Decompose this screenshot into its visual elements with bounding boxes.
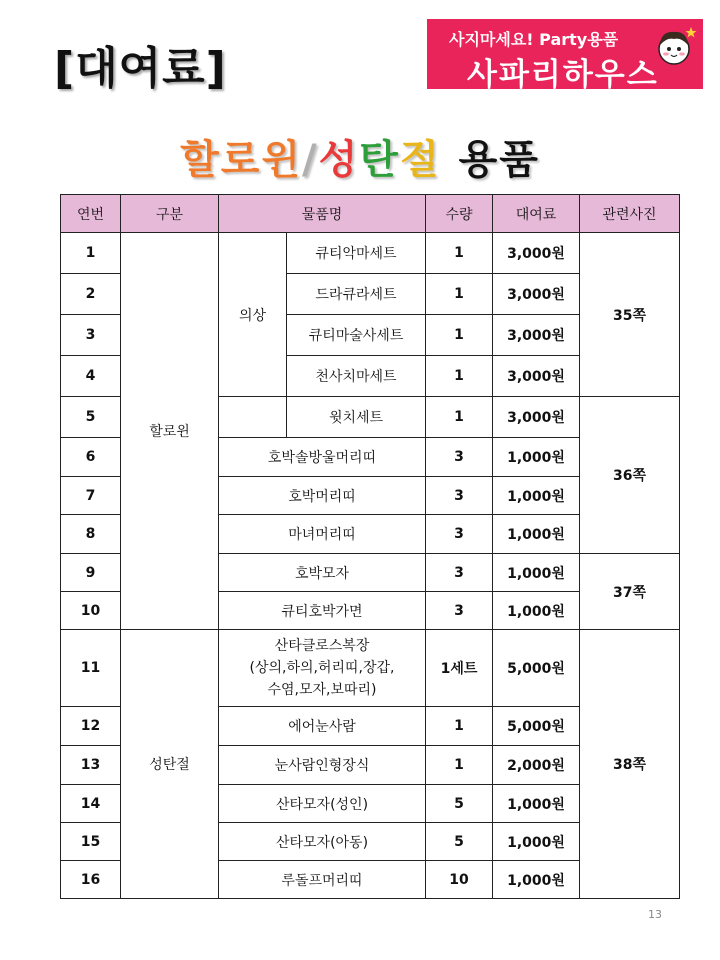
item-name: 윗치세트 [287,397,426,438]
item-fee: 5,000원 [493,630,580,707]
title-halloween: 할로윈 [180,137,303,183]
item-qty: 3 [426,515,493,554]
item-name: 큐티마술사세트 [287,315,426,356]
header-photo: 관련사진 [580,195,680,233]
row-number: 11 [61,630,121,707]
page-title: [대여료] [54,43,227,94]
item-name: 마녀머리띠 [219,515,426,554]
item-fee: 3,000원 [493,315,580,356]
item-fee: 1,000원 [493,477,580,515]
photo-ref: 35쪽 [580,233,680,397]
item-qty: 3 [426,477,493,515]
item-name-empty [219,397,287,438]
item-name: 큐티호박가면 [219,592,426,630]
subcategory-costume: 의상 [219,233,287,397]
title-christmas-1: 성 [318,137,360,183]
item-name-line: (상의,하의,허리띠,장갑, [249,660,395,676]
row-number: 4 [61,356,121,397]
row-number: 7 [61,477,121,515]
item-name: 에어눈사람 [219,707,426,746]
item-name: 천사치마세트 [287,356,426,397]
photo-ref: 37쪽 [580,554,680,630]
photo-ref: 38쪽 [580,630,680,899]
item-fee: 3,000원 [493,233,580,274]
row-number: 5 [61,397,121,438]
item-qty: 1 [426,315,493,356]
item-fee: 1,000원 [493,785,580,823]
item-qty: 1 [426,233,493,274]
item-name: 산타모자(성인) [219,785,426,823]
header-category: 구분 [121,195,219,233]
item-qty: 3 [426,438,493,477]
item-fee: 5,000원 [493,707,580,746]
row-number: 13 [61,746,121,785]
item-qty: 1 [426,397,493,438]
item-name: 눈사람인형장식 [219,746,426,785]
item-name: 호박머리띠 [219,477,426,515]
item-qty: 1 [426,746,493,785]
page-number: 13 [648,908,662,921]
item-qty: 5 [426,823,493,861]
title-slash: / [302,137,319,183]
item-fee: 1,000원 [493,438,580,477]
item-name: 큐티악마세트 [287,233,426,274]
row-number: 1 [61,233,121,274]
event-title [0,128,720,185]
row-number: 12 [61,707,121,746]
row-number: 15 [61,823,121,861]
category-christmas: 성탄절 [121,630,219,899]
table-row [61,630,680,707]
item-fee: 1,000원 [493,861,580,899]
item-qty: 1 [426,274,493,315]
item-fee: 2,000원 [493,746,580,785]
row-number: 3 [61,315,121,356]
row-number: 10 [61,592,121,630]
title-supplies: 용품 [458,137,540,183]
item-name: 호박솔방울머리띠 [219,438,426,477]
item-qty: 1세트 [426,630,493,707]
title-christmas-2: 탄 [359,137,400,183]
mascot-icon [651,23,697,69]
header-no: 연번 [61,195,121,233]
row-number: 14 [61,785,121,823]
item-qty: 5 [426,785,493,823]
item-fee: 1,000원 [493,592,580,630]
item-qty: 1 [426,356,493,397]
table-row [61,233,680,274]
category-halloween: 할로윈 [121,233,219,630]
row-number: 16 [61,861,121,899]
item-qty: 1 [426,707,493,746]
photo-ref: 36쪽 [580,397,680,554]
item-fee: 3,000원 [493,356,580,397]
brand-tagline: 사지마세요! Party용품 [449,30,619,49]
item-name: 호박모자 [219,554,426,592]
brand-name: 사파리하우스 [467,57,659,93]
item-name-line: 산타클로스복장 [274,638,370,654]
row-number: 9 [61,554,121,592]
title-christmas-3: 절 [399,137,441,183]
item-name [219,630,426,707]
item-name: 산타모자(아동) [219,823,426,861]
item-name-line: 수염,모자,보따리) [267,682,377,698]
rental-fee-table [60,194,680,899]
row-number: 8 [61,515,121,554]
item-fee: 3,000원 [493,274,580,315]
header-qty: 수량 [426,195,493,233]
brand-banner [427,19,703,93]
header-item: 물품명 [219,195,426,233]
header-fee: 대여료 [493,195,580,233]
item-name: 드라큐라세트 [287,274,426,315]
item-fee: 1,000원 [493,515,580,554]
table-header-row [61,195,680,233]
row-number: 6 [61,438,121,477]
item-qty: 3 [426,592,493,630]
item-fee: 1,000원 [493,554,580,592]
item-fee: 3,000원 [493,397,580,438]
item-qty: 3 [426,554,493,592]
item-name: 루돌프머리띠 [219,861,426,899]
item-qty: 10 [426,861,493,899]
item-fee: 1,000원 [493,823,580,861]
row-number: 2 [61,274,121,315]
